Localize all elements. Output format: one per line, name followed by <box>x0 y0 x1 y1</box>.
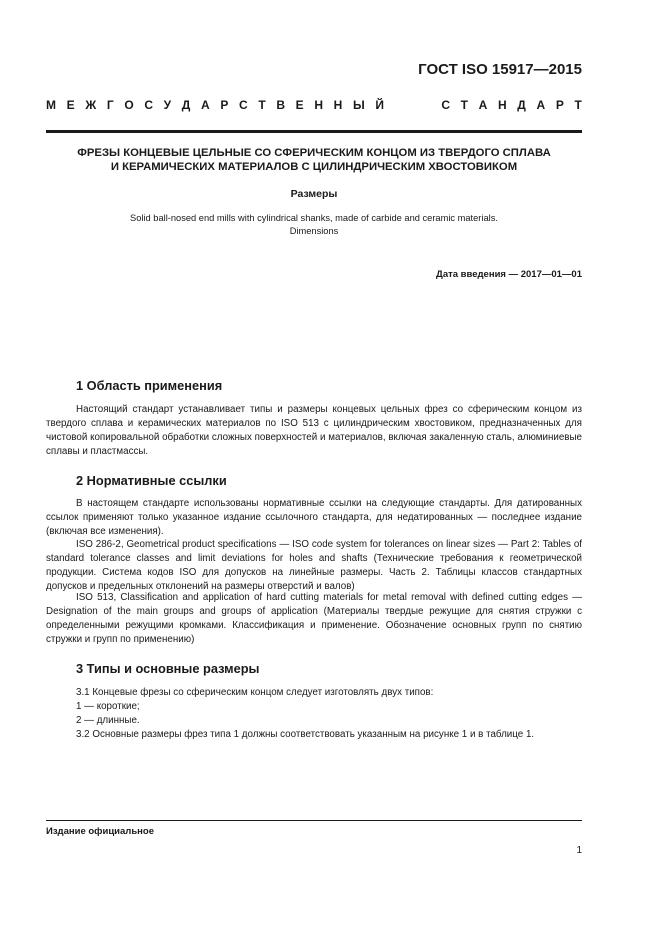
interstate-letter: Н <box>333 98 343 112</box>
list-item: 2 — длинные. <box>76 715 140 726</box>
interstate-letter: М <box>46 98 56 112</box>
interstate-letter: А <box>536 98 546 112</box>
section-1-heading: 1 Область применения <box>76 378 223 393</box>
interstate-letter: С <box>144 98 153 112</box>
interstate-letter: С <box>441 98 450 112</box>
interstate-letter: С <box>238 98 248 112</box>
document-title-line-2: И КЕРАМИЧЕСКИХ МАТЕРИАЛОВ С ЦИЛИНДРИЧЕСКИМ ХВОСТОВИКОМ <box>110 160 518 173</box>
official-edition-label: Издание официальное <box>46 826 154 837</box>
letter-gap <box>395 98 431 112</box>
list-item: 1 — короткие; <box>76 701 140 712</box>
interstate-letter: Е <box>66 98 75 112</box>
document-title <box>46 147 582 174</box>
english-title-line-2: Dimensions <box>289 225 339 236</box>
english-title-line-1: Solid ball-nosed end mills with cylindrical shanks, made of carbide and ceramic materials. <box>130 213 498 223</box>
interstate-letter: Р <box>555 98 564 112</box>
interstate-letter: Г <box>106 98 114 112</box>
interstate-standard-heading <box>46 98 582 112</box>
interstate-letter: А <box>200 98 210 112</box>
interstate-letter: Д <box>181 98 191 112</box>
interstate-letter: Н <box>497 98 507 112</box>
section-3-heading: 3 Типы и основные размеры <box>76 661 260 676</box>
interstate-letter: В <box>276 98 285 112</box>
section-1-paragraph-1: Настоящий стандарт устанавливает типы и размеры концевых цельных фрез со сферическим концом из твердого сплава и керамических материалов по ISO 513 с цилиндрическим хвостовиком, предназначенных для чистовой копировальной обработки сложных поверхностей и материалов, включая закаленную сталь, алюминиевые сплавы и пластмассы. <box>46 404 582 457</box>
introduction-date: Дата введения — 2017—01—01 <box>436 269 582 280</box>
section-2-heading: 2 Нормативные ссылки <box>76 473 227 488</box>
document-title-line-1: ФРЕЗЫ КОНЦЕВЫЕ ЦЕЛЬНЫЕ СО СФЕРИЧЕСКИМ КОНЦОМ ИЗ ТВЕРДОГО СПЛАВА <box>77 147 551 159</box>
interstate-letter: О <box>124 98 134 112</box>
interstate-letter: Р <box>220 98 229 112</box>
interstate-letter: А <box>478 98 488 112</box>
interstate-letter: Т <box>460 98 468 112</box>
interstate-letter: Д <box>517 98 526 112</box>
interstate-letter: Т <box>258 98 266 112</box>
section-2-paragraph-1: В настоящем стандарте использованы нормативные ссылки на следующие стандарты. Для датированных ссылок применяют только указанное издание ссылочного стандарта, для недатированных — последнее издание (включая все изменения). <box>46 498 582 537</box>
interstate-letter: Ы <box>352 98 365 112</box>
document-subtitle: Размеры <box>290 188 338 200</box>
section-2-paragraph-2: ISO 286-2, Geometrical product specifications — ISO code system for tolerances on linear sizes — Part 2: Tables of standard tolerance classes and limit deviations for holes and shafts (Технические требования к геометрической продукции. Система кодов ISO для допусков на линейные размеры. Часть 2. Таблицы классов стандартных допусков и предельных отклонений на размеры отверстий и валов) <box>46 539 582 592</box>
header-divider <box>46 130 582 133</box>
interstate-letter: Е <box>295 98 304 112</box>
interstate-letter: У <box>163 98 172 112</box>
interstate-letter: Т <box>574 98 582 112</box>
section-3-paragraph-1: 3.1 Концевые фрезы со сферическим концом следует изготовлять двух типов: <box>76 687 434 698</box>
english-title <box>46 212 582 237</box>
gost-number: ГОСТ ISO 15917—2015 <box>418 61 582 78</box>
interstate-letter: Й <box>375 98 384 112</box>
page-number: 1 <box>576 845 582 856</box>
interstate-letter: Ж <box>85 98 97 112</box>
section-2-paragraph-3: ISO 513, Classification and application of hard cutting materials for metal removal with defined cutting edges — Designation of the main groups and groups of application (Материалы твердые режущие для снятия стружки с определенными режущими кромками. Классификация и применение. Обозначение основных групп по снятию стружки и групп по применению) <box>46 592 582 645</box>
section-3-paragraph-2: 3.2 Основные размеры фрез типа 1 должны соответствовать указанным на рисунке 1 и в таблице 1. <box>76 729 535 740</box>
interstate-letter: Н <box>314 98 323 112</box>
footer-divider <box>46 820 582 821</box>
